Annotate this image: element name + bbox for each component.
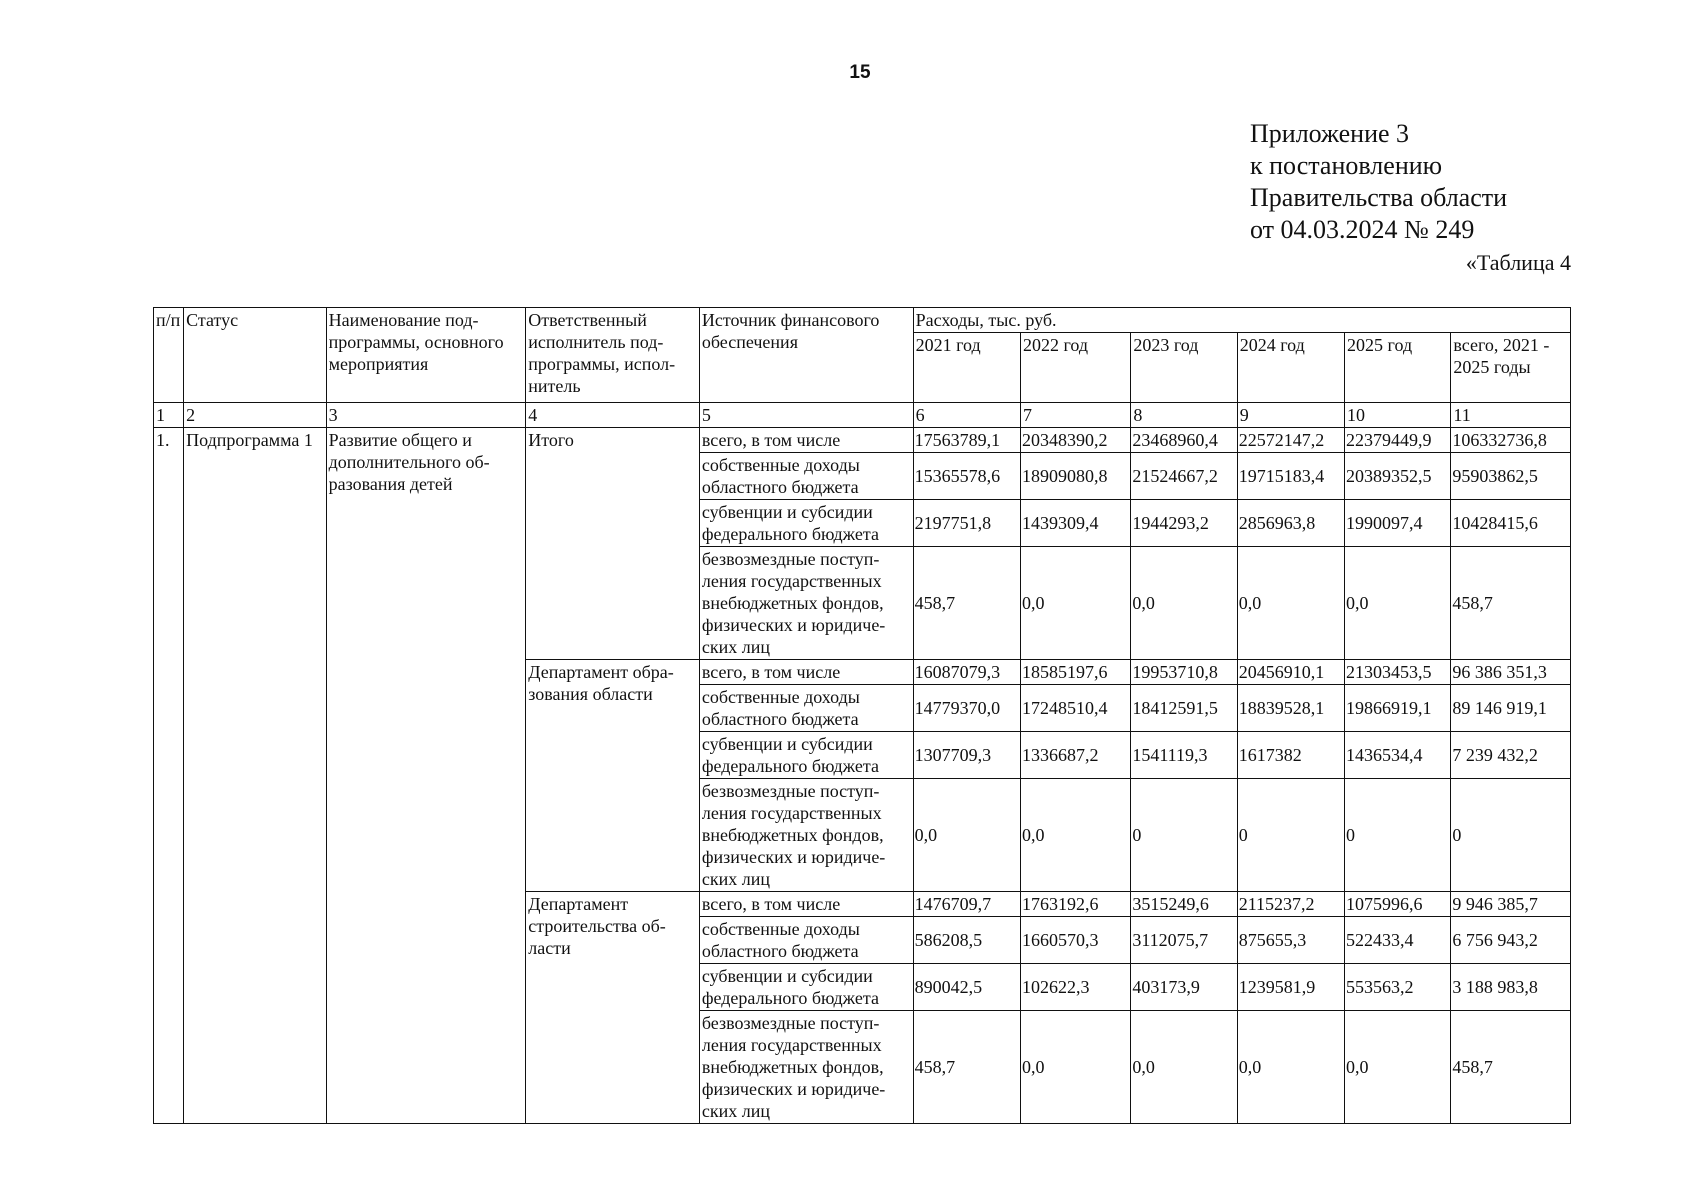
executor-cell: Итого xyxy=(526,428,700,660)
annex-line: Правительства области xyxy=(1250,183,1508,212)
total-value-cell: 89 146 919,1 xyxy=(1451,685,1571,732)
column-index: 8 xyxy=(1131,403,1237,428)
value-cell: 3112075,7 xyxy=(1131,917,1237,964)
total-value-cell: 95903862,5 xyxy=(1451,453,1571,500)
total-value-cell: 0 xyxy=(1451,779,1571,892)
header-row xyxy=(154,308,1571,333)
value-cell: 17248510,4 xyxy=(1020,685,1130,732)
column-index: 9 xyxy=(1237,403,1344,428)
source-cell: безвозмездные поступ-ления государственных внебюджетных фондов, физических и юридиче-ских лиц xyxy=(699,779,913,892)
header-year: 2022 год xyxy=(1020,333,1130,403)
value-cell: 890042,5 xyxy=(913,964,1020,1011)
value-cell: 0,0 xyxy=(913,779,1020,892)
column-index: 6 xyxy=(913,403,1020,428)
header-year: 2025 год xyxy=(1345,333,1451,403)
column-index: 4 xyxy=(526,403,700,428)
total-value-cell: 6 756 943,2 xyxy=(1451,917,1571,964)
value-cell: 0 xyxy=(1131,779,1237,892)
value-cell: 19866919,1 xyxy=(1345,685,1451,732)
source-cell: всего, в том числе xyxy=(699,892,913,917)
value-cell: 1439309,4 xyxy=(1020,500,1130,547)
value-cell: 1617382 xyxy=(1237,732,1344,779)
value-cell: 102622,3 xyxy=(1020,964,1130,1011)
value-cell: 22379449,9 xyxy=(1345,428,1451,453)
source-cell: собственные доходы областного бюджета xyxy=(699,917,913,964)
total-value-cell: 458,7 xyxy=(1451,1011,1571,1124)
header-expenses: Расходы, тыс. руб. xyxy=(913,308,1570,333)
value-cell: 0,0 xyxy=(1345,547,1451,660)
total-value-cell: 458,7 xyxy=(1451,547,1571,660)
source-cell: всего, в том числе xyxy=(699,428,913,453)
value-cell: 875655,3 xyxy=(1237,917,1344,964)
value-cell: 0 xyxy=(1345,779,1451,892)
header-source: Источник финансового обеспечения xyxy=(699,308,913,403)
value-cell: 1476709,7 xyxy=(913,892,1020,917)
row-number: 1. xyxy=(154,428,184,1124)
header-status: Статус xyxy=(184,308,326,403)
header-name: Наименование под-программы, основного мероприятия xyxy=(326,308,526,403)
total-value-cell: 106332736,8 xyxy=(1451,428,1571,453)
value-cell: 0,0 xyxy=(1020,1011,1130,1124)
source-cell: субвенции и субсидии федерального бюджета xyxy=(699,964,913,1011)
total-value-cell: 9 946 385,7 xyxy=(1451,892,1571,917)
value-cell: 1944293,2 xyxy=(1131,500,1237,547)
value-cell: 458,7 xyxy=(913,1011,1020,1124)
value-cell: 0,0 xyxy=(1020,547,1130,660)
column-index: 5 xyxy=(699,403,913,428)
value-cell: 2197751,8 xyxy=(913,500,1020,547)
value-cell: 2856963,8 xyxy=(1237,500,1344,547)
header-num: п/п xyxy=(154,308,184,403)
annex-header xyxy=(1250,118,1507,246)
header-year: 2021 год xyxy=(913,333,1020,403)
value-cell: 18585197,6 xyxy=(1020,660,1130,685)
value-cell: 1436534,4 xyxy=(1345,732,1451,779)
value-cell: 20456910,1 xyxy=(1237,660,1344,685)
value-cell: 2115237,2 xyxy=(1237,892,1344,917)
column-index: 3 xyxy=(326,403,526,428)
value-cell: 0,0 xyxy=(1345,1011,1451,1124)
total-value-cell: 96 386 351,3 xyxy=(1451,660,1571,685)
source-cell: безвозмездные поступ-ления государственных внебюджетных фондов, физических и юридиче-ских лиц xyxy=(699,547,913,660)
total-value-cell: 7 239 432,2 xyxy=(1451,732,1571,779)
page-number: 15 xyxy=(849,62,871,83)
value-cell: 3515249,6 xyxy=(1131,892,1237,917)
value-cell: 14779370,0 xyxy=(913,685,1020,732)
value-cell: 20389352,5 xyxy=(1345,453,1451,500)
column-index: 10 xyxy=(1345,403,1451,428)
value-cell: 1239581,9 xyxy=(1237,964,1344,1011)
source-cell: безвозмездные поступ-ления государственных внебюджетных фондов, физических и юридиче-ских лиц xyxy=(699,1011,913,1124)
value-cell: 586208,5 xyxy=(913,917,1020,964)
source-cell: собственные доходы областного бюджета xyxy=(699,453,913,500)
executor-cell: Департамент обра-зования области xyxy=(526,660,700,892)
value-cell: 553563,2 xyxy=(1345,964,1451,1011)
annex-line: к постановлению xyxy=(1250,151,1443,180)
column-index: 1 xyxy=(154,403,184,428)
row-status: Подпрограмма 1 xyxy=(184,428,326,1124)
column-index: 11 xyxy=(1451,403,1571,428)
value-cell: 0,0 xyxy=(1237,1011,1344,1124)
annex-line: от 04.03.2024 № 249 xyxy=(1250,215,1475,244)
value-cell: 18909080,8 xyxy=(1020,453,1130,500)
value-cell: 0,0 xyxy=(1131,547,1237,660)
value-cell: 18412591,5 xyxy=(1131,685,1237,732)
header-year: 2023 год xyxy=(1131,333,1237,403)
source-cell: субвенции и субсидии федерального бюджета xyxy=(699,500,913,547)
value-cell: 1763192,6 xyxy=(1020,892,1130,917)
table-label: «Таблица 4 xyxy=(1465,250,1571,275)
value-cell: 21524667,2 xyxy=(1131,453,1237,500)
value-cell: 19715183,4 xyxy=(1237,453,1344,500)
source-cell: собственные доходы областного бюджета xyxy=(699,685,913,732)
value-cell: 1541119,3 xyxy=(1131,732,1237,779)
value-cell: 18839528,1 xyxy=(1237,685,1344,732)
value-cell: 1990097,4 xyxy=(1345,500,1451,547)
value-cell: 1660570,3 xyxy=(1020,917,1130,964)
value-cell: 22572147,2 xyxy=(1237,428,1344,453)
value-cell: 16087079,3 xyxy=(913,660,1020,685)
source-cell: субвенции и субсидии федерального бюджета xyxy=(699,732,913,779)
header-year: 2024 год xyxy=(1237,333,1344,403)
row-program-name: Развитие общего и дополнительного об-разования детей xyxy=(326,428,526,1124)
table-row xyxy=(154,428,1571,453)
value-cell: 15365578,6 xyxy=(913,453,1020,500)
value-cell: 458,7 xyxy=(913,547,1020,660)
financing-table xyxy=(153,307,1571,1124)
value-cell: 23468960,4 xyxy=(1131,428,1237,453)
source-cell: всего, в том числе xyxy=(699,660,913,685)
total-value-cell: 10428415,6 xyxy=(1451,500,1571,547)
executor-cell: Департамент строительства об-ласти xyxy=(526,892,700,1124)
value-cell: 21303453,5 xyxy=(1345,660,1451,685)
value-cell: 20348390,2 xyxy=(1020,428,1130,453)
column-index-row xyxy=(154,403,1571,428)
value-cell: 17563789,1 xyxy=(913,428,1020,453)
value-cell: 0,0 xyxy=(1020,779,1130,892)
column-index: 2 xyxy=(184,403,326,428)
header-year-total: всего, 2021 - 2025 годы xyxy=(1451,333,1571,403)
value-cell: 0,0 xyxy=(1237,547,1344,660)
total-value-cell: 3 188 983,8 xyxy=(1451,964,1571,1011)
value-cell: 0 xyxy=(1237,779,1344,892)
annex-line: Приложение 3 xyxy=(1250,119,1410,148)
column-index: 7 xyxy=(1020,403,1130,428)
value-cell: 403173,9 xyxy=(1131,964,1237,1011)
value-cell: 522433,4 xyxy=(1345,917,1451,964)
value-cell: 0,0 xyxy=(1131,1011,1237,1124)
header-executor: Ответственный исполнитель под-программы, испол-нитель xyxy=(526,308,700,403)
value-cell: 1075996,6 xyxy=(1345,892,1451,917)
value-cell: 1307709,3 xyxy=(913,732,1020,779)
value-cell: 19953710,8 xyxy=(1131,660,1237,685)
value-cell: 1336687,2 xyxy=(1020,732,1130,779)
